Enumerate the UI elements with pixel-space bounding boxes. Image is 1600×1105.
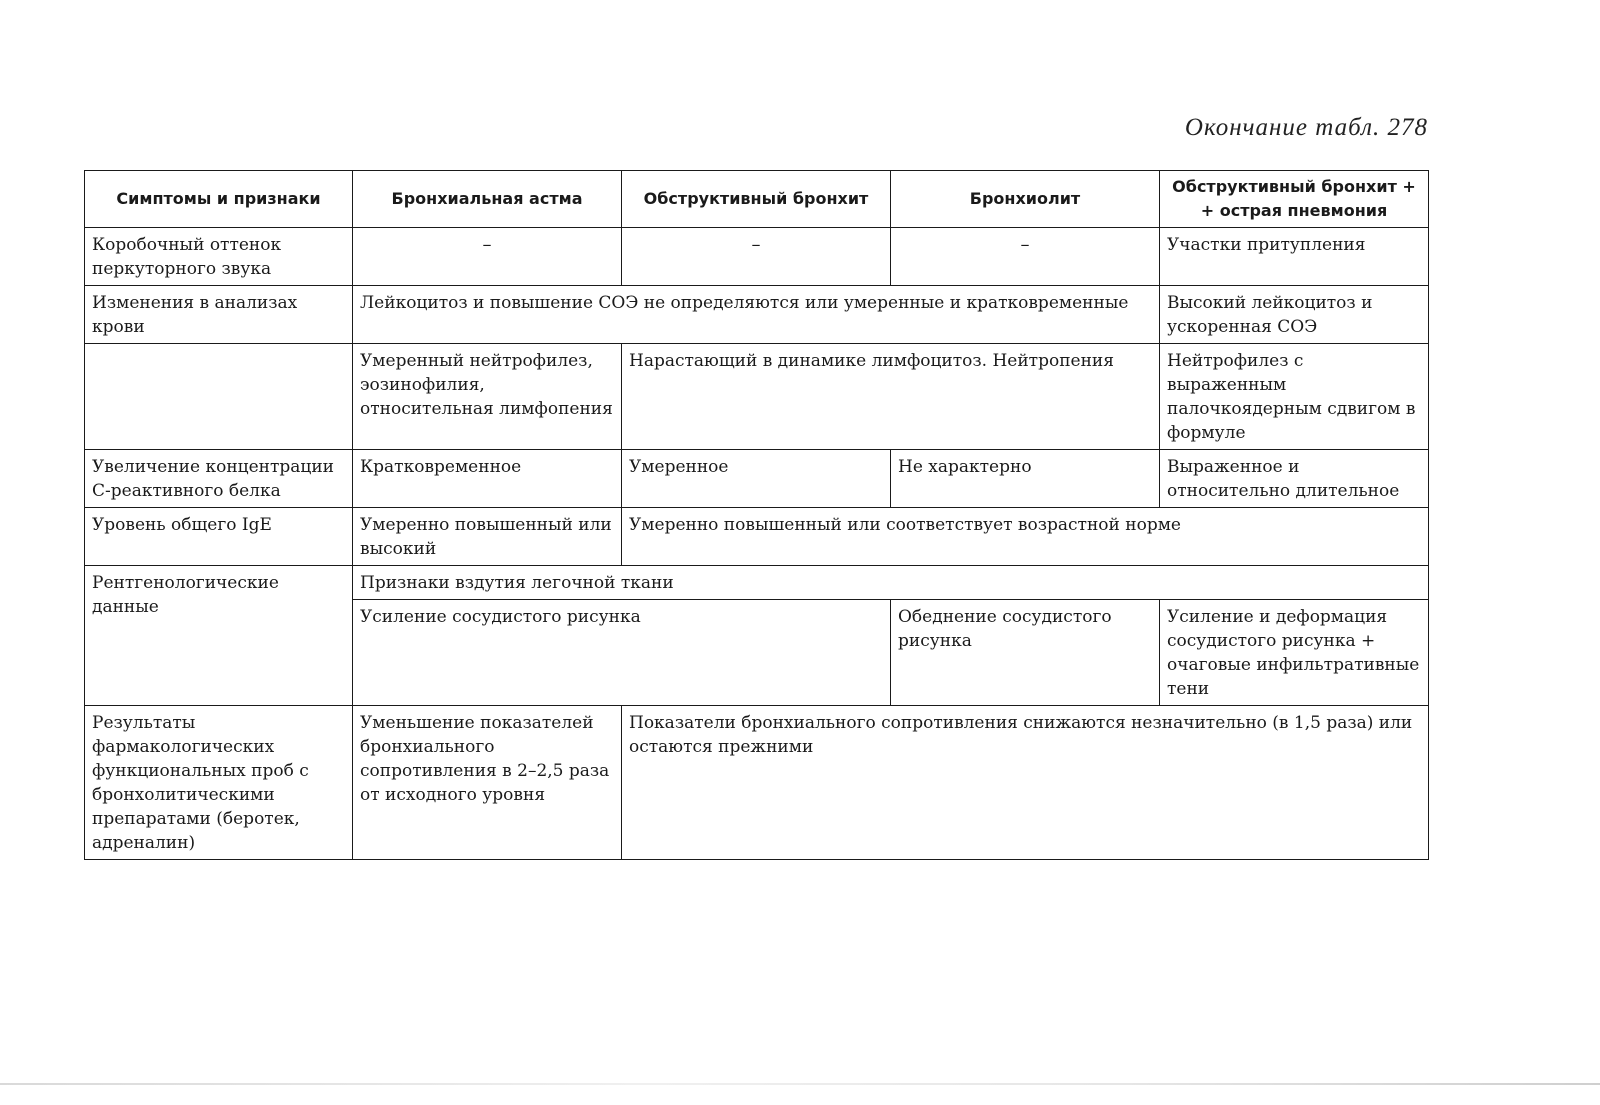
table-cell: Умеренный нейтрофилез, эозинофилия, относительная лимфопения [353, 344, 622, 450]
table-cell: Участки притупления [1160, 228, 1429, 286]
table-caption: Окончание табл. 278 [1184, 114, 1428, 141]
row-label [85, 344, 353, 450]
table-row [85, 706, 1429, 860]
row-label: Увеличение концентрации С-реактивного белка [85, 450, 353, 508]
table-cell: – [353, 228, 622, 286]
row-label: Рентгенологические данные [85, 566, 353, 706]
table-cell: Уменьшение показателей бронхиального сопротивления в 2–2,5 раза от исходного уровня [353, 706, 622, 860]
table-cell: Не характерно [891, 450, 1160, 508]
header-asthma: Бронхиальная астма [353, 171, 622, 228]
table-cell: – [891, 228, 1160, 286]
table-cell-merged: Признаки вздутия легочной ткани [353, 566, 1429, 600]
table-row [85, 450, 1429, 508]
table-cell: Кратковременное [353, 450, 622, 508]
table-cell: Нейтрофилез с выраженным палочкоядерным сдвигом в формуле [1160, 344, 1429, 450]
row-label: Уровень общего IgE [85, 508, 353, 566]
page-edge-shadow [0, 1083, 1600, 1085]
table-row [85, 228, 1429, 286]
table-row [85, 344, 1429, 450]
header-row [85, 171, 1429, 228]
table-cell: Умеренное [622, 450, 891, 508]
table-cell-merged: Лейкоцитоз и повышение СОЭ не определяются или умеренные и кратковременные [353, 286, 1160, 344]
header-bronchitis: Обструктивный бронхит [622, 171, 891, 228]
table-cell: Выраженное и относительно длительное [1160, 450, 1429, 508]
header-symptoms: Симптомы и признаки [85, 171, 353, 228]
header-bronchiolitis: Бронхиолит [891, 171, 1160, 228]
table-cell: Усиление и деформация сосудистого рисунка + очаговые инфильтративные тени [1160, 600, 1429, 706]
table-cell-merged: Нарастающий в динамике лимфоцитоз. Нейтропения [622, 344, 1160, 450]
row-label: Изменения в анализах крови [85, 286, 353, 344]
header-bronchitis-pneumonia: Обструктивный бронхит + + острая пневмония [1160, 171, 1429, 228]
table-cell: Обеднение сосудистого рисунка [891, 600, 1160, 706]
table-cell: – [622, 228, 891, 286]
table-row [85, 508, 1429, 566]
table-cell: Умеренно повышенный или высокий [353, 508, 622, 566]
table-cell-merged: Показатели бронхиального сопротивления снижаются незначительно (в 1,5 раза) или остаются прежними [622, 706, 1429, 860]
table-row [85, 566, 1429, 600]
table-cell-merged: Умеренно повышенный или соответствует возрастной норме [622, 508, 1429, 566]
comparison-table [84, 170, 1429, 860]
row-label: Результаты фармакологических функциональных проб с бронхолитическими препаратами (беротек, адреналин) [85, 706, 353, 860]
table-cell: Высокий лейкоцитоз и ускоренная СОЭ [1160, 286, 1429, 344]
table-row [85, 286, 1429, 344]
row-label: Коробочный оттенок перкуторного звука [85, 228, 353, 286]
table-cell-merged: Усиление сосудистого рисунка [353, 600, 891, 706]
